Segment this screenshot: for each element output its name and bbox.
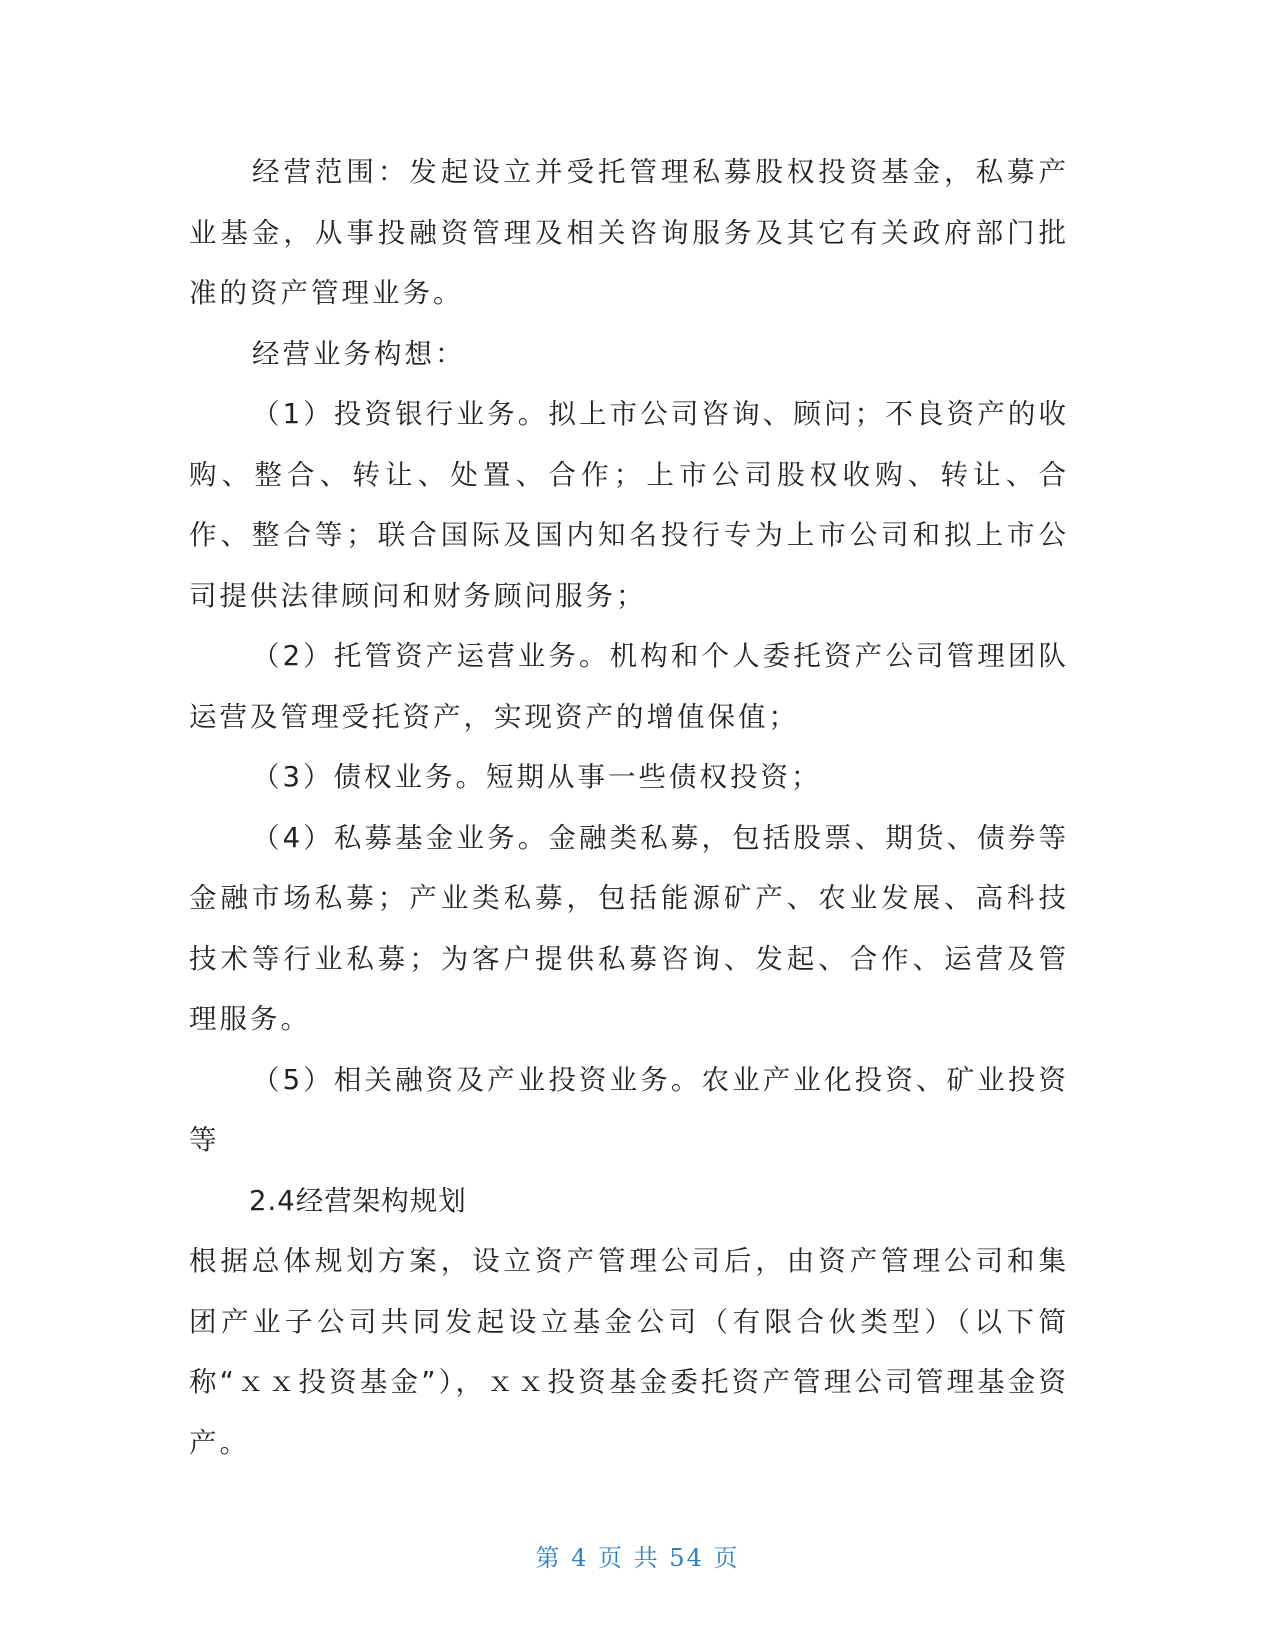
document-body bbox=[189, 142, 1069, 1473]
paragraph-item-5: （5）相关融资及产业投资业务。农业产业化投资、矿业投资等 bbox=[189, 1063, 1069, 1156]
page-number-footer: 第 4 页 共 54 页 bbox=[535, 1544, 740, 1572]
paragraph-item-1: （1）投资银行业务。拟上市公司咨询、顾问；不良资产的收购、整合、转让、处置、合作；上市公司股权收购、转让、合作、整合等；联合国际及国内知名投行专为上市公司和拟上市公司提供法律顾问和财务顾问服务； bbox=[189, 398, 1069, 612]
paragraph-item-2: （2）托管资产运营业务。机构和个人委托资产公司管理团队运营及管理受托资产，实现资产的增值保值； bbox=[189, 640, 1069, 733]
section-paragraph: 根据总体规划方案，设立资产管理公司后，由资产管理公司和集团产业子公司共同发起设立基金公司（有限合伙类型）（以下简称“ｘｘ投资基金”），ｘｘ投资基金委托资产管理公司管理基金资产。 bbox=[189, 1245, 1069, 1459]
paragraph-business-concept: 经营业务构想： bbox=[252, 337, 466, 370]
section-heading: 2.4经营架构规划 bbox=[249, 1184, 467, 1217]
paragraph-item-4: （4）私募基金业务。金融类私募，包括股票、期货、债券等金融市场私募；产业类私募，包括能源矿产、农业发展、高科技技术等行业私募；为客户提供私募咨询、发起、合作、运营及管理服务。 bbox=[189, 821, 1069, 1035]
paragraph-item-3: （3）债权业务。短期从事一些债权投资； bbox=[252, 761, 822, 793]
paragraph-business-scope: 经营范围：发起设立并受托管理私募股权投资基金，私募产业基金，从事投融资管理及相关咨询服务及其它有关政府部门批准的资产管理业务。 bbox=[189, 156, 1069, 309]
